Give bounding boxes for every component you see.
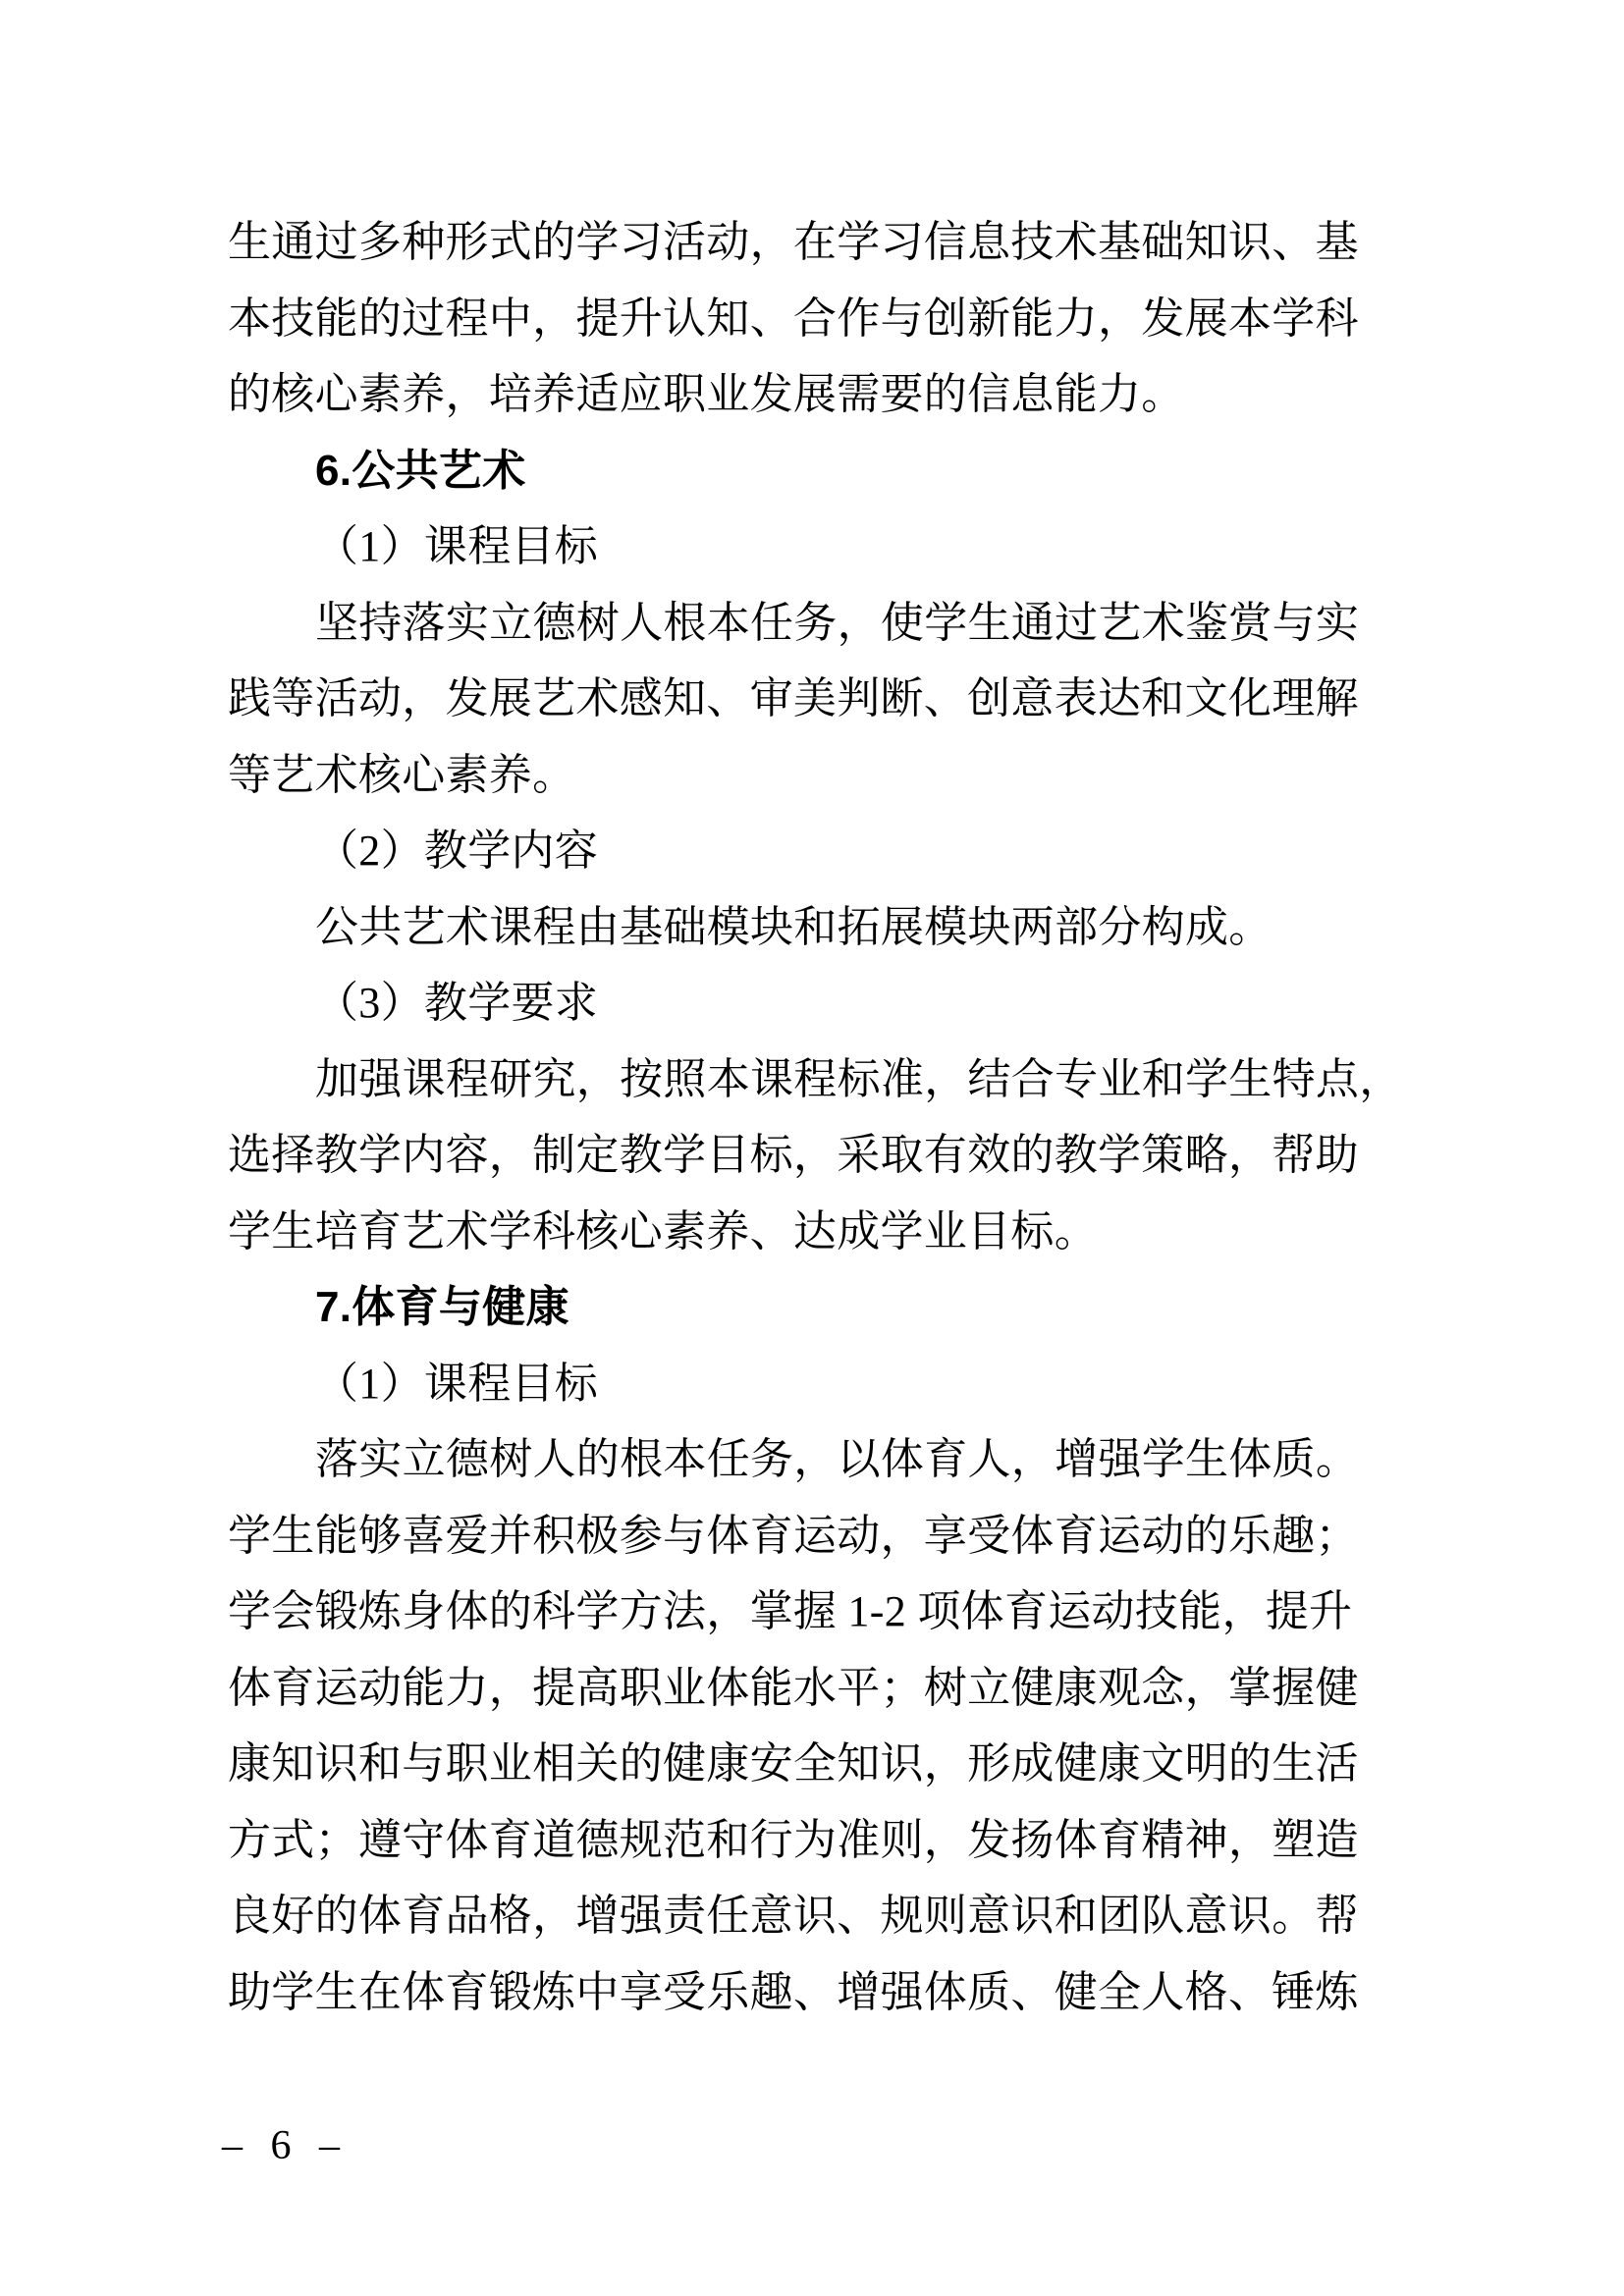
text-line: 生通过多种形式的学习活动，在学习信息技术基础知识、基 <box>228 218 1359 266</box>
text-line: 学生培育艺术学科核心素养、达成学业目标。 <box>228 1206 1098 1255</box>
text-line: 践等活动，发展艺术感知、审美判断、创意表达和文化理解 <box>228 674 1359 722</box>
page-number: – 6 – <box>222 2123 349 2168</box>
text-line: 公共艺术课程由基础模块和拓展模块两部分构成。 <box>315 902 1272 951</box>
text-line: 本技能的过程中，提升认知、合作与创新能力，发展本学科 <box>228 294 1359 343</box>
section-heading: 6.公共艺术 <box>315 446 526 495</box>
text-line: 良好的体育品格，增强责任意识、规则意识和团队意识。帮 <box>228 1892 1359 1940</box>
text-line: 体育运动能力，提高职业体能水平；树立健康观念，掌握健 <box>228 1663 1359 1712</box>
text-line: 康知识和与职业相关的健康安全知识，形成健康文明的生活 <box>228 1739 1359 1788</box>
text-line: 坚持落实立德树人根本任务，使学生通过艺术鉴赏与实 <box>315 598 1360 647</box>
text-line: 的核心素养，培养适应职业发展需要的信息能力。 <box>228 370 1185 418</box>
text-line: 加强课程研究，按照本课程标准，结合专业和学生特点， <box>315 1054 1403 1103</box>
text-line: （1）课程目标 <box>315 1359 599 1408</box>
text-line: 落实立德树人的根本任务，以体育人，增强学生体质。 <box>315 1435 1360 1483</box>
text-line: 等艺术核心素养。 <box>228 750 576 799</box>
text-line: 选择教学内容，制定教学目标，采取有效的教学策略，帮助 <box>228 1131 1359 1179</box>
text-line: （2）教学内容 <box>315 827 599 875</box>
text-line: 学会锻炼身体的科学方法，掌握 1-2 项体育运动技能，提升 <box>228 1587 1353 1635</box>
text-line: 助学生在体育锻炼中享受乐趣、增强体质、健全人格、锤炼 <box>228 1967 1359 2016</box>
document-text-block <box>228 204 1403 2030</box>
text-line: 学生能够喜爱并积极参与体育运动，享受体育运动的乐趣； <box>228 1511 1359 1560</box>
text-line: （1）课程目标 <box>315 522 599 570</box>
section-heading: 7.体育与健康 <box>315 1283 569 1331</box>
text-line: （3）教学要求 <box>315 979 599 1027</box>
text-line: 方式；遵守体育道德规范和行为准则，发扬体育精神，塑造 <box>228 1815 1359 1864</box>
